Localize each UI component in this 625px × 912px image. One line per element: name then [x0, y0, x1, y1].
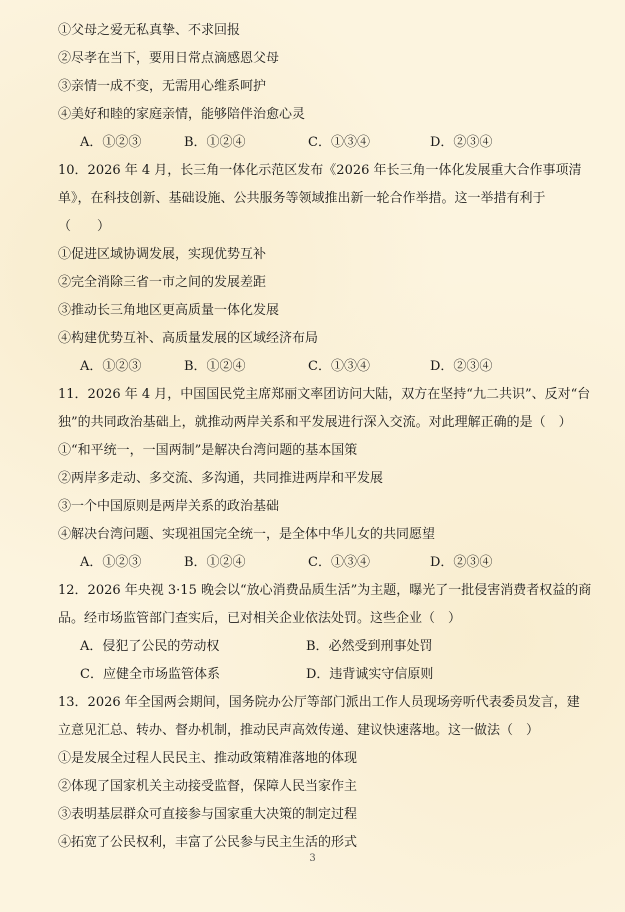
q11-statement-4: ④解决台湾问题、实现祖国完全统一，是全体中华儿女的共同愿望: [58, 527, 436, 542]
q13-stem-line-2: 立意见汇总、转办、督办机制，推动民声高效传递、建议快速落地。这一做法（ ）: [58, 723, 540, 738]
q11-option-b: B．①②④: [184, 555, 246, 570]
q13-statement-4: ④拓宽了公民权利，丰富了公民参与民主生活的形式: [58, 835, 358, 850]
q10-stem-line-2: 单》，在科技创新、基础设施、公共服务等领域推出新一轮合作举措。这一举措有利于: [58, 191, 546, 206]
q12-stem-line-1: 12．2026 年央视 3·15 晚会以“放心消费品质生活”为主题，曝光了一批侵害消费者权益的商: [58, 583, 592, 598]
q11-stem-line-1: 11．2026 年 4 月，中国国民党主席郑丽文率团访问大陆，双方在坚持“九二共识”、反对“台: [58, 387, 591, 402]
q13-statement-1: ①是发展全过程人民民主、推动政策精准落地的体现: [58, 751, 358, 766]
q10-statement-1: ①促进区域协调发展，实现优势互补: [58, 247, 267, 262]
q11-statement-2: ②两岸多走动、多交流、多沟通，共同推进两岸和平发展: [58, 471, 384, 486]
q10-answer-blank: （ ）: [58, 219, 111, 234]
q9-option-c: C．①③④: [308, 135, 370, 150]
q12-option-b: B．必然受到刑事处罚: [306, 639, 433, 654]
q11-stem-line-2: 独”的共同政治基础上，就推动两岸关系和平发展进行深入交流。对此理解正确的是（ ）: [58, 415, 572, 430]
q10-statement-2: ②完全消除三省一市之间的发展差距: [58, 275, 267, 290]
q13-stem-line-1: 13．2026 年全国两会期间，国务院办公厅等部门派出工作人员现场旁听代表委员发言，建: [58, 695, 580, 710]
q12-stem-line-2: 品。经市场监管部门查实后，已对相关企业依法处罚。这些企业（ ）: [58, 611, 462, 626]
q10-option-c: C．①③④: [308, 359, 370, 374]
q9-statement-2: ②尽孝在当下，要用日常点滴感恩父母: [58, 51, 280, 66]
q9-option-b: B．①②④: [184, 135, 246, 150]
q9-statement-4: ④美好和睦的家庭亲情，能够陪伴治愈心灵: [58, 107, 306, 122]
q11-option-a: A．①②③: [80, 555, 142, 570]
q9-option-d: D．②③④: [430, 135, 493, 150]
q9-option-a: A．①②③: [80, 135, 142, 150]
q10-option-d: D．②③④: [430, 359, 493, 374]
q12-option-c: C．应健全市场监管体系: [80, 667, 220, 682]
q13-statement-3: ③表明基层群众可直接参与国家重大决策的制定过程: [58, 807, 358, 822]
q11-option-c: C．①③④: [308, 555, 370, 570]
q10-stem-line-1: 10．2026 年 4 月，长三角一体化示范区发布《2026 年长三角一体化发展重大合作事项清: [58, 163, 582, 178]
q13-statement-2: ②体现了国家机关主动接受监督，保障人民当家作主: [58, 779, 358, 794]
q9-statement-1: ①父母之爱无私真挚、不求回报: [58, 23, 241, 38]
q10-statement-3: ③推动长三角地区更高质量一体化发展: [58, 303, 280, 318]
q12-option-d: D．违背诚实守信原则: [306, 667, 434, 682]
q10-option-b: B．①②④: [184, 359, 246, 374]
q11-option-d: D．②③④: [430, 555, 493, 570]
q9-statement-3: ③亲情一成不变，无需用心维系呵护: [58, 79, 267, 94]
page-number: 3: [309, 853, 316, 864]
q11-statement-1: ①“和平统一，一国两制”是解决台湾问题的基本国策: [58, 443, 358, 458]
q11-statement-3: ③一个中国原则是两岸关系的政治基础: [58, 499, 280, 514]
q12-option-a: A．侵犯了公民的劳动权: [80, 639, 220, 654]
q10-statement-4: ④构建优势互补、高质量发展的区域经济布局: [58, 331, 319, 346]
q10-option-a: A．①②③: [80, 359, 142, 374]
